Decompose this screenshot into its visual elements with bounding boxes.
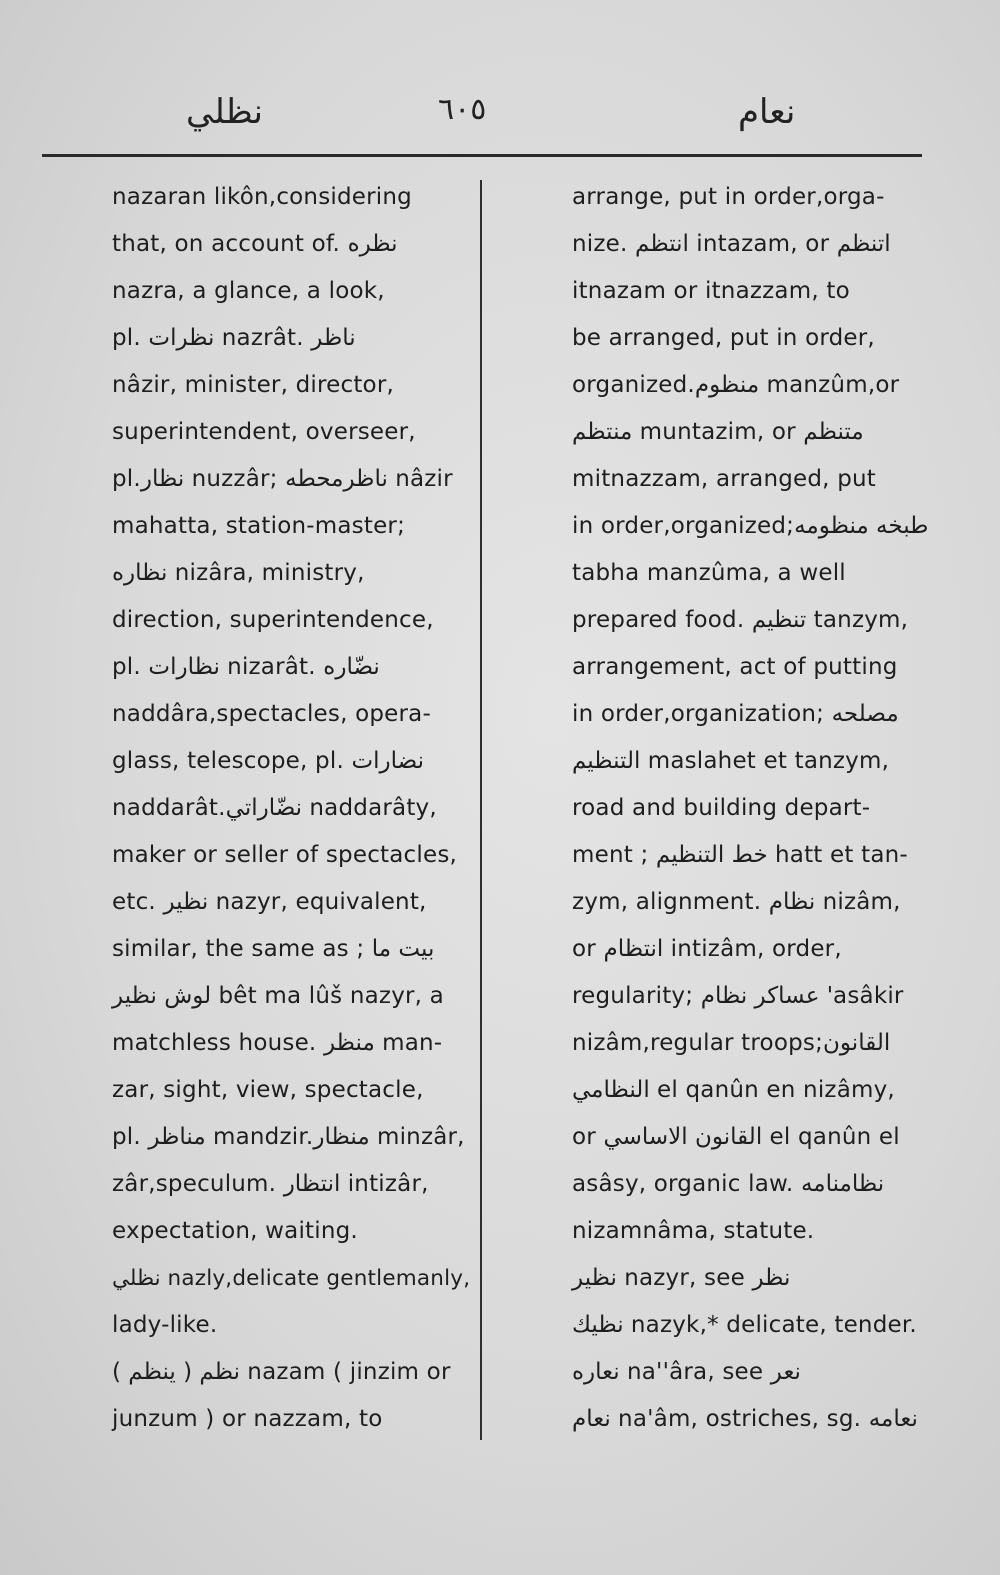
header-right-word: نعام (738, 92, 796, 132)
text-line: superintendent, overseer, (112, 419, 416, 445)
text-line: be arranged, put in order, (572, 325, 875, 351)
text-line: nize. انتظم intazam, or اتنظم (572, 231, 891, 257)
text-line: نظلي nazly,delicate gentlemanly, (112, 1266, 471, 1291)
text-line: nazaran likôn,considering (112, 184, 412, 210)
text-line: arrangement, act of putting (572, 654, 898, 680)
text-line: النظامي el qanûn en nizâmy, (572, 1077, 895, 1103)
text-line: لوش نظير bêt ma lûš nazyr, a (112, 983, 444, 1009)
text-line: mitnazzam, arranged, put (572, 466, 876, 492)
text-line: etc. نظير nazyr, equivalent, (112, 889, 427, 915)
text-line: نعاره na''âra, see نعر (572, 1359, 801, 1385)
text-line: arrange, put in order,orga- (572, 184, 885, 210)
text-line: tabha manzûma, a well (572, 560, 846, 586)
text-line: direction, superintendence, (112, 607, 434, 633)
text-line: naddâra,spectacles, opera- (112, 701, 431, 727)
text-line: road and building depart- (572, 795, 871, 821)
text-line: nizamnâma, statute. (572, 1218, 815, 1244)
text-line: zym, alignment. نظام nizâm, (572, 889, 901, 915)
column-divider (480, 180, 482, 1440)
text-line: glass, telescope, pl. نضارات (112, 748, 424, 774)
text-line: zâr,speculum. انتظار intizâr, (112, 1171, 429, 1197)
text-line: منتظم muntazim, or متنظم (572, 419, 864, 445)
text-line: or القانون الاساسي el qanûn el (572, 1124, 900, 1150)
text-line: lady-like. (112, 1312, 218, 1338)
left-column (112, 174, 472, 1443)
text-line: itnazam or itnazzam, to (572, 278, 850, 304)
text-line: nâzir, minister, director, (112, 372, 394, 398)
text-line: in order,organization; مصلحه (572, 701, 899, 727)
text-line: zar, sight, view, spectacle, (112, 1077, 424, 1103)
text-line: نظيك nazyk,* delicate, tender. (572, 1312, 917, 1338)
text-line: or انتظام intizâm, order, (572, 936, 842, 962)
text-line: prepared food. تنظيم tanzym, (572, 607, 909, 633)
text-line: nizâm,regular troops;القانون (572, 1030, 891, 1056)
text-line: نظم ( ينظم ) nazam ( jinzim or (112, 1359, 451, 1385)
text-line: pl. مناظر mandzir.منظار minzâr, (112, 1124, 465, 1150)
text-line: in order,organized;طبخه منظومه (572, 513, 929, 539)
text-line: expectation, waiting. (112, 1218, 358, 1244)
text-line: nazra, a glance, a look, (112, 278, 385, 304)
text-line: mahatta, station-master; (112, 513, 406, 539)
text-line: junzum ) or nazzam, to (112, 1406, 383, 1432)
text-line: pl.نظار nuzzâr; ناظرمحطه nâzir (112, 466, 453, 492)
text-line: pl. نظارات nizarât. نضّاره (112, 654, 380, 680)
text-line: maker or seller of spectacles, (112, 842, 458, 868)
text-line: regularity; عساكر نظام 'asâkir (572, 983, 904, 1009)
text-line: naddarât.نضّاراتي naddarâty, (112, 795, 437, 821)
text-line: نعام na'âm, ostriches, sg. نعامه (572, 1406, 918, 1432)
page-number: ٦٠٥ (438, 92, 487, 127)
text-line: التنظيم maslahet et tanzym, (572, 748, 890, 774)
right-column (572, 174, 928, 1443)
text-line: pl. نظرات nazrât. ناظر (112, 325, 356, 351)
text-line: نظاره nizâra, ministry, (112, 560, 365, 586)
text-line: نظير nazyr, see نظر (572, 1265, 791, 1291)
text-line: organized.منظوم manzûm,or (572, 372, 900, 398)
text-line: matchless house. منظر man- (112, 1030, 443, 1056)
header-left-word: نظلي (186, 92, 263, 132)
text-line: similar, the same as ; بيت ما (112, 936, 435, 962)
text-line: asâsy, organic law. نظامنامه (572, 1171, 885, 1197)
text-line: that, on account of. نظره (112, 231, 398, 257)
header-rule (42, 154, 922, 157)
text-line: ment ; خط التنظيم hatt et tan- (572, 842, 908, 868)
